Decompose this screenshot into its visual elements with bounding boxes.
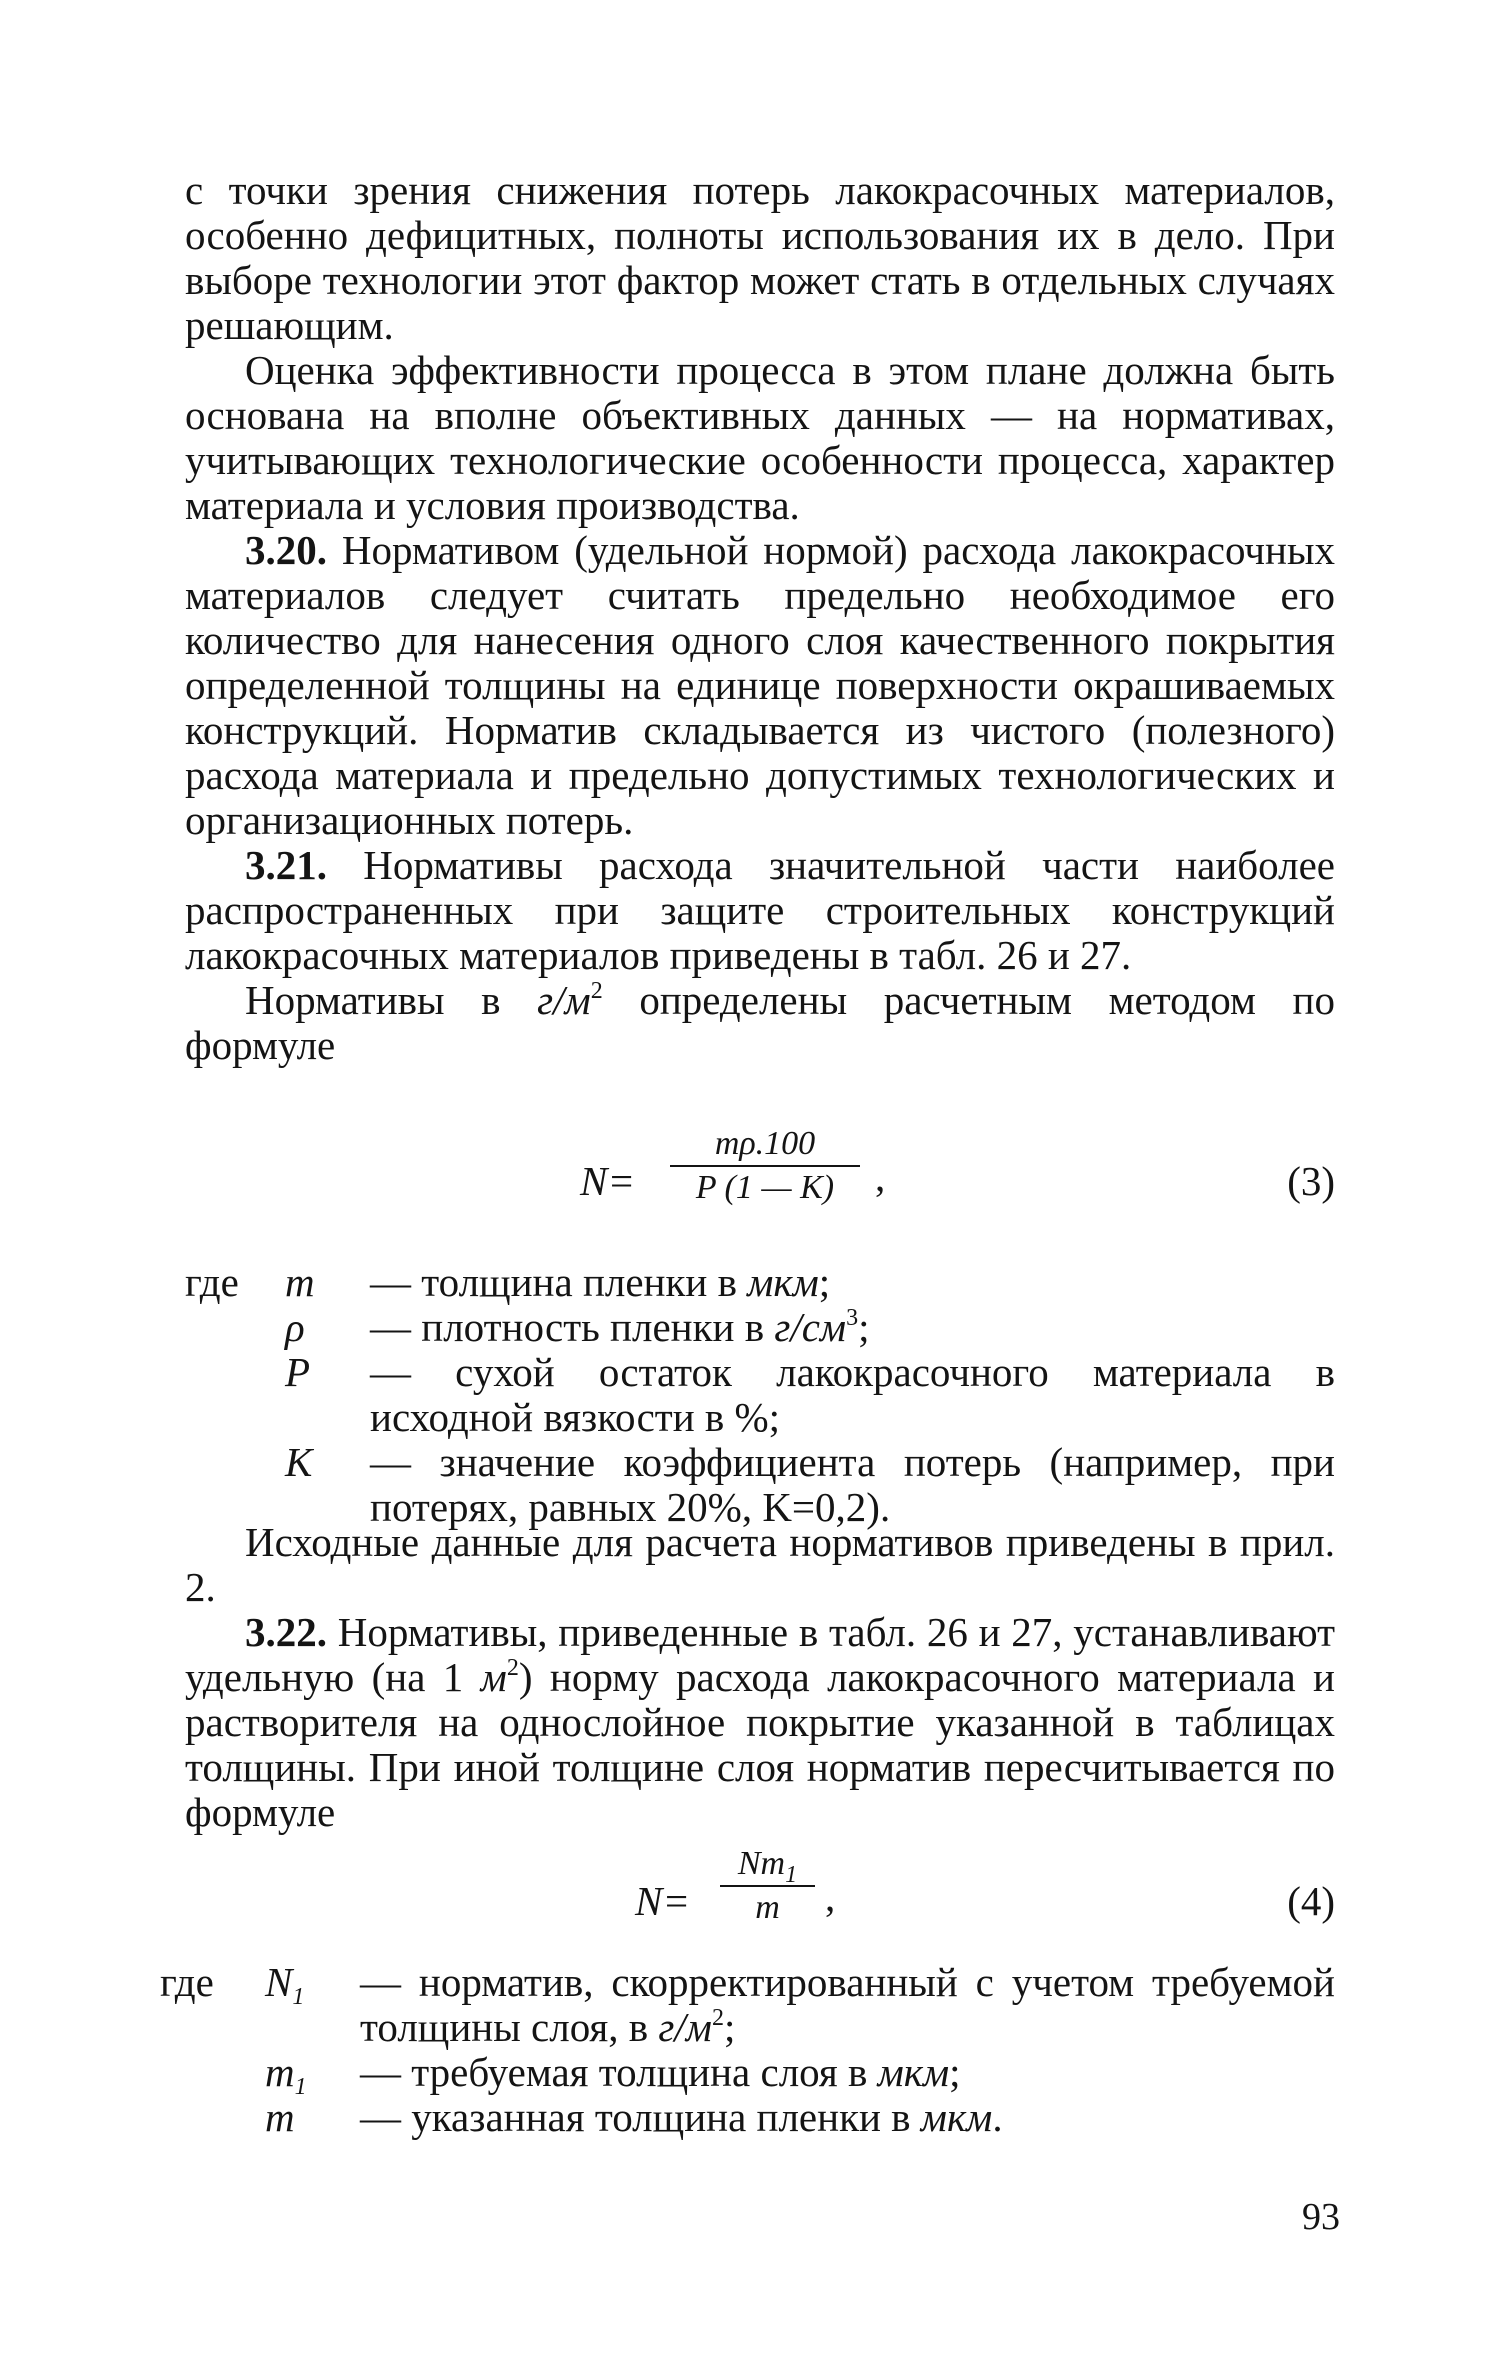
text-span: ) норму расхода лакокрасочного материала и растворителя на однослойное покрытие указанной в таблицах толщины. При иной толщине слоя норматив пересчитывается по формуле bbox=[185, 1654, 1335, 1835]
formula-numerator: mρ.100 bbox=[670, 1125, 860, 1167]
definition-text: — толщина пленки в bbox=[370, 1259, 748, 1305]
unit-superscript: 2 bbox=[590, 978, 603, 1004]
variable-definitions-4 bbox=[160, 1959, 1335, 2140]
text-span: Нормативы в bbox=[245, 977, 538, 1023]
formula-denominator: P (1 — K) bbox=[695, 1169, 835, 1206]
definition-text: — норматив, скорректированный с учетом требуемой толщины слоя, в bbox=[360, 1959, 1335, 2050]
unit-text: г/м bbox=[537, 977, 591, 1023]
formula-denominator: m bbox=[755, 1889, 780, 1926]
variable-symbol: m bbox=[265, 2094, 295, 2140]
paragraph-text: Нормативом (удельной нормой) расхода лакокрасочных материалов следует считать предельно необходимое его количество для нанесения одного слоя качественного покрытия определенной толщины на единице поверхности окрашиваемых конструкций. Норматив складывается из чистого (полезного) расхода материала и предельно допустимых технологических и организационных потерь. bbox=[185, 527, 1335, 843]
section-number: 3.20. bbox=[245, 527, 327, 573]
variable-symbol: m bbox=[285, 1259, 315, 1305]
punctuation: ; bbox=[818, 1259, 831, 1305]
where-word: где bbox=[185, 1259, 239, 1305]
text-span: определены расчетным методом по формуле bbox=[185, 977, 1335, 1068]
symbol-text: N bbox=[265, 1959, 293, 2005]
paragraph-norm-formula-intro bbox=[185, 978, 1335, 1068]
paragraph-text: Нормативы расхода значительной части наиболее распространенных при защите строительных конструкций лакокрасочных материалов приведены в табл. 26 и 27. bbox=[185, 842, 1335, 978]
numerator-text: Nm bbox=[737, 1845, 786, 1882]
body-text-top bbox=[185, 168, 1335, 1068]
formula-lhs: N= bbox=[580, 1158, 636, 1204]
section-number: 3.22. bbox=[245, 1609, 327, 1655]
formula-comma: , bbox=[825, 1874, 836, 1920]
definition-row bbox=[185, 1350, 1335, 1440]
paragraph-efficiency bbox=[185, 348, 1335, 528]
paragraph-3-22 bbox=[185, 1610, 1335, 1835]
unit-text: мкм bbox=[747, 1259, 819, 1305]
definition-text: — плотность пленки в bbox=[370, 1304, 775, 1350]
formula-3 bbox=[185, 1115, 1335, 1245]
paragraph-3-21 bbox=[185, 843, 1335, 978]
variable-definitions-3 bbox=[185, 1260, 1335, 1530]
definition-text: — указанная толщина пленки в bbox=[360, 2094, 921, 2140]
symbol-subscript: 1 bbox=[292, 1984, 305, 2010]
definition-row bbox=[185, 2049, 1335, 2100]
formula-4 bbox=[185, 1835, 1335, 1965]
text-span: Нормативы, приведенные в табл. 26 и 27, устанавливают удельную (на 1 bbox=[185, 1609, 1335, 1700]
paragraph-source-data bbox=[185, 1520, 1335, 1610]
formula-numerator bbox=[720, 1845, 815, 1887]
formula-fraction bbox=[670, 1125, 860, 1207]
unit-superscript: 3 bbox=[846, 1305, 859, 1331]
equation-number: (4) bbox=[1287, 1878, 1335, 1924]
where-word: где bbox=[160, 1959, 214, 2005]
paragraph-text: с точки зрения снижения потерь лакокрасочных материалов, особенно дефицитных, полноты использования их в дело. При выборе технологии этот фактор может стать в отдельных случаях решающим. bbox=[185, 167, 1335, 348]
unit-text: м bbox=[480, 1654, 507, 1700]
page-number: 93 bbox=[1302, 2196, 1340, 2238]
symbol-subscript: 1 bbox=[294, 2074, 307, 2100]
definition-text: — требуемая толщина слоя в bbox=[360, 2049, 878, 2095]
definition-text: — значение коэффициента потерь (например, при потерях, равных 20%, K=0,2). bbox=[370, 1439, 1335, 1530]
paragraph-text: Исходные данные для расчета нормативов приведены в прил. 2. bbox=[185, 1519, 1335, 1610]
unit-superscript: 2 bbox=[506, 1655, 519, 1681]
body-text-middle bbox=[185, 1520, 1335, 1835]
variable-symbol bbox=[265, 2049, 307, 2100]
paragraph-continuation bbox=[185, 168, 1335, 348]
punctuation: ; bbox=[723, 2004, 736, 2050]
variable-symbol: K bbox=[285, 1439, 313, 1485]
section-number: 3.21. bbox=[245, 842, 327, 888]
definition-row bbox=[160, 1959, 1335, 2050]
paragraph-3-20 bbox=[185, 528, 1335, 843]
definition-row bbox=[185, 1305, 1335, 1350]
formula-fraction bbox=[720, 1845, 815, 1927]
equation-number: (3) bbox=[1287, 1158, 1335, 1204]
unit-text: мкм bbox=[920, 2094, 993, 2140]
numerator-subscript: 1 bbox=[785, 1862, 798, 1888]
definition-row bbox=[185, 2095, 1335, 2140]
unit-text: мкм bbox=[877, 2049, 950, 2095]
formula-comma: , bbox=[875, 1154, 886, 1200]
formula-lhs: N= bbox=[635, 1878, 691, 1924]
paragraph-text: Оценка эффективности процесса в этом плане должна быть основана на вполне объективных данных — на нормативах, учитывающих технологические особенности процесса, характер материала и условия производства. bbox=[185, 347, 1335, 528]
variable-symbol: ρ bbox=[285, 1304, 305, 1350]
symbol-text: m bbox=[265, 2049, 295, 2095]
unit-text: г/см bbox=[774, 1304, 847, 1350]
variable-symbol: P bbox=[285, 1349, 311, 1395]
definition-row bbox=[185, 1260, 1335, 1305]
punctuation: ; bbox=[858, 1304, 870, 1350]
definition-text: — сухой остаток лакокрасочного материала в исходной вязкости в %; bbox=[370, 1349, 1335, 1440]
unit-text: г/м bbox=[658, 2004, 712, 2050]
definition-row bbox=[185, 1440, 1335, 1530]
punctuation: . bbox=[992, 2094, 1003, 2140]
unit-superscript: 2 bbox=[711, 2005, 724, 2031]
punctuation: ; bbox=[949, 2049, 961, 2095]
variable-symbol bbox=[265, 1959, 305, 2010]
